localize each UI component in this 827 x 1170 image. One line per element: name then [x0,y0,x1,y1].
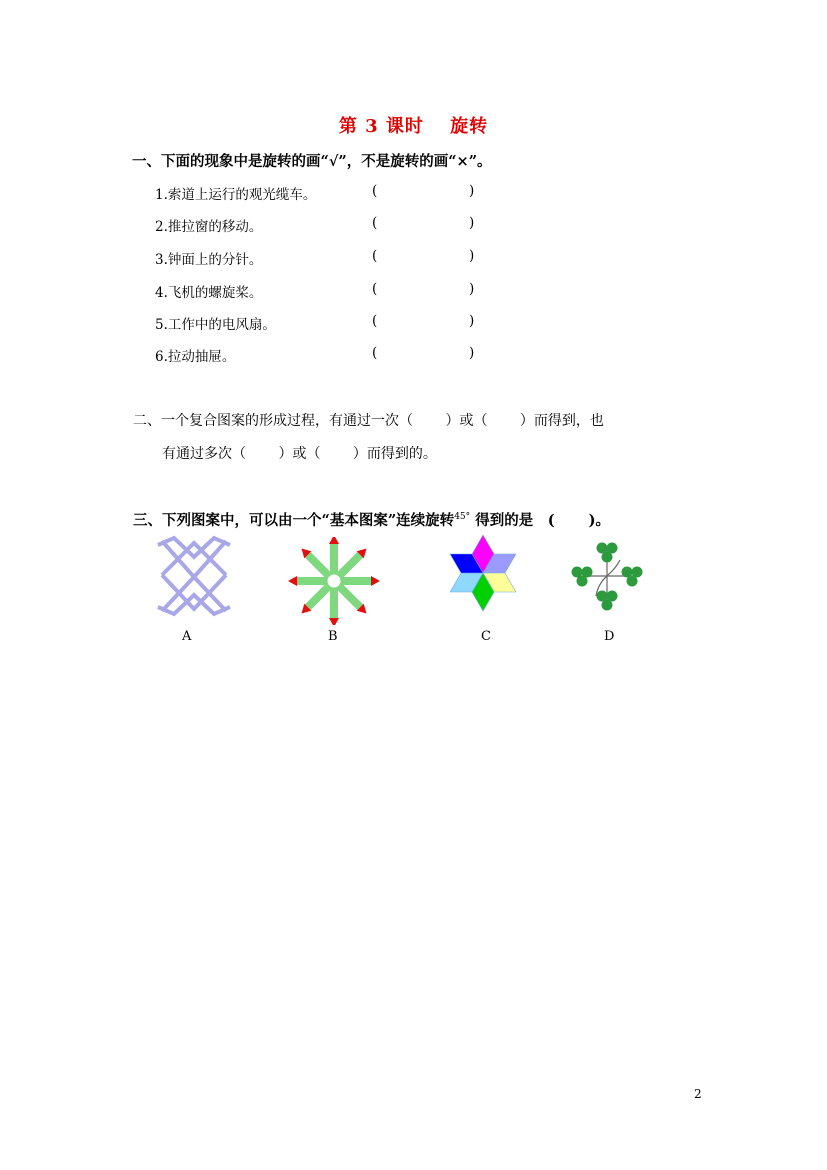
item-label: 2.推拉窗的移动。 [155,219,263,235]
list-item [0,313,827,333]
clover-shape [572,567,593,587]
item-label: 5.工作中的电风扇。 [155,317,276,333]
page-number: 2 [694,1087,702,1101]
clover-shape [597,543,618,563]
list-item [0,345,827,365]
clover-shape [622,567,643,587]
arrow-figure-b [286,537,382,625]
section3-heading-after: 得到的是 ( )。 [475,512,610,529]
arrow-shape [298,545,333,580]
arrow-shape [288,576,327,586]
arrow-shape [329,588,339,625]
list-item [0,183,827,203]
option-label-a: A [182,629,192,644]
item-label: 4.飞机的螺旋桨。 [155,285,263,301]
answer-open-paren: ( [372,215,378,231]
answer-open-paren: ( [372,345,378,361]
arrow-shape [335,582,370,617]
answer-open-paren: ( [372,281,378,297]
arrow-shape [298,582,333,617]
item-label: 6.拉动抽屉。 [155,349,236,365]
answer-close-paren: ) [469,183,475,199]
page-title: 第 3 课时 旋转 [338,116,489,137]
section2-line1: 二、一个复合图案的形成过程，有通过一次（ ）或（ ）而得到，也 [133,413,604,429]
section3-heading [133,509,610,530]
arrow-shape [329,537,339,574]
degree-label: 45° [454,512,471,523]
list-item [0,215,827,235]
answer-close-paren: ) [469,248,475,264]
answer-close-paren: ) [469,215,475,231]
answer-close-paren: ) [469,345,475,361]
item-label: 3.钟面上的分针。 [155,252,263,268]
answer-close-paren: ) [469,313,475,329]
answer-open-paren: ( [372,313,378,329]
list-item [0,248,827,268]
list-item [0,281,827,301]
section3-heading-before: 三、下列图案中，可以由一个“基本图案”连续旋转 [133,512,455,529]
lattice-figure-a [152,535,236,617]
section2-line2: 有通过多次（ ）或（ ）而得到的。 [162,446,437,462]
answer-open-paren: ( [372,183,378,199]
item-label: 1.索道上运行的观光缆车。 [155,187,317,203]
option-label-d: D [604,629,615,644]
clover-figure-d [568,538,646,614]
option-label-c: C [481,629,491,644]
option-label-b: B [328,629,338,644]
star-figure-c [440,533,526,613]
answer-close-paren: ) [469,281,475,297]
section1-heading: 一、下面的现象中是旋转的画“√”，不是旋转的画“×”。 [132,153,492,170]
arrow-shape [341,576,380,586]
arrow-shape [335,545,370,580]
answer-open-paren: ( [372,248,378,264]
